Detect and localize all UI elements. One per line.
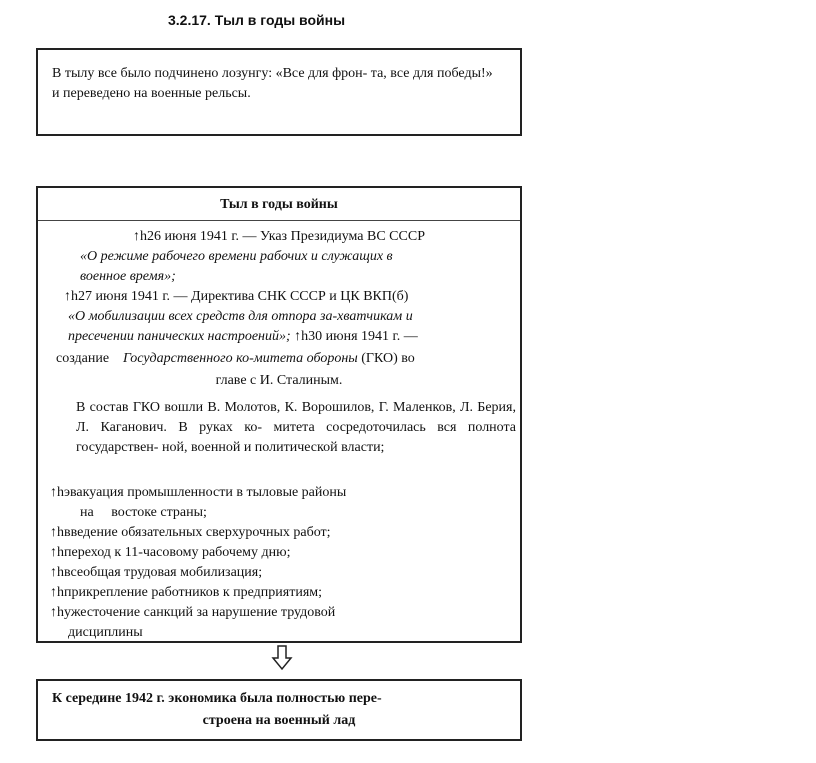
measure-worker-attachment: ↑hприкрепление работников к предприятиям; [50,585,323,600]
directive-title-end [68,328,418,346]
directive-title-end-italic: пресечении панических настроений»; [68,329,291,344]
decree-title-end: военное время»; [80,269,176,284]
gko-members-paragraph: В состав ГКО вошли В. Молотов, К. Ворошилов, Г. Маленков, Л. Берия, Л. Каганович. В руках ко- митета сосредоточилась вся полнота государствен- ной, военной и политической власти; [76,400,516,455]
directive-line: ↑h27 июня 1941 г. — Директива СНК СССР и ЦК ВКП(б) [64,289,409,304]
conclusion-box [36,679,522,741]
measure-evacuation-cont: на востоке страны; [80,505,207,520]
gko-creation-word: создание [56,351,113,366]
gko-head-line: главе с И. Сталиным. [215,373,343,388]
conclusion-line-1: К середине 1942 г. экономика была полностью пере- [52,691,382,706]
decree-line: ↑h26 июня 1941 г. — Указ Президиума ВС СССР [133,229,425,244]
directive-title-line: «О мобилизации всех средств для отпора за-хватчикам и [68,309,413,324]
decree-title-line: «О режиме рабочего времени рабочих и служащих в [80,249,393,264]
measure-labor-mobilization: ↑hвсеобщая трудовая мобилизация; [50,565,263,580]
measure-sanctions: ↑hужесточение санкций за нарушение трудовой [50,605,336,620]
gko-creation-line [56,350,415,368]
section-heading: 3.2.17. Тыл в годы войны [168,12,346,28]
conclusion-line-2: строена на военный лад [202,713,356,728]
rear-box [36,186,522,643]
gko-date: ↑h30 июня 1941 г. — [290,329,418,344]
measure-11-hour-day: ↑hпереход к 11-часовому рабочему дню; [50,545,291,560]
rear-box-title: Тыл в годы войны [38,188,520,221]
down-arrow-icon [271,645,293,671]
measure-overtime: ↑hвведение обязательных сверхурочных работ; [50,525,331,540]
measure-evacuation: ↑hэвакуация промышленности в тыловые районы [50,485,347,500]
intro-text: В тылу все было подчинено лозунгу: «Все для фрон- та, все для победы!» и переведено на военные рельсы. [52,66,493,101]
intro-box [36,48,522,136]
gko-abbrev: (ГКО) во [357,351,415,366]
measure-sanctions-cont: дисциплины [68,625,143,640]
gko-name: Государственного ко-митета обороны [123,351,358,366]
